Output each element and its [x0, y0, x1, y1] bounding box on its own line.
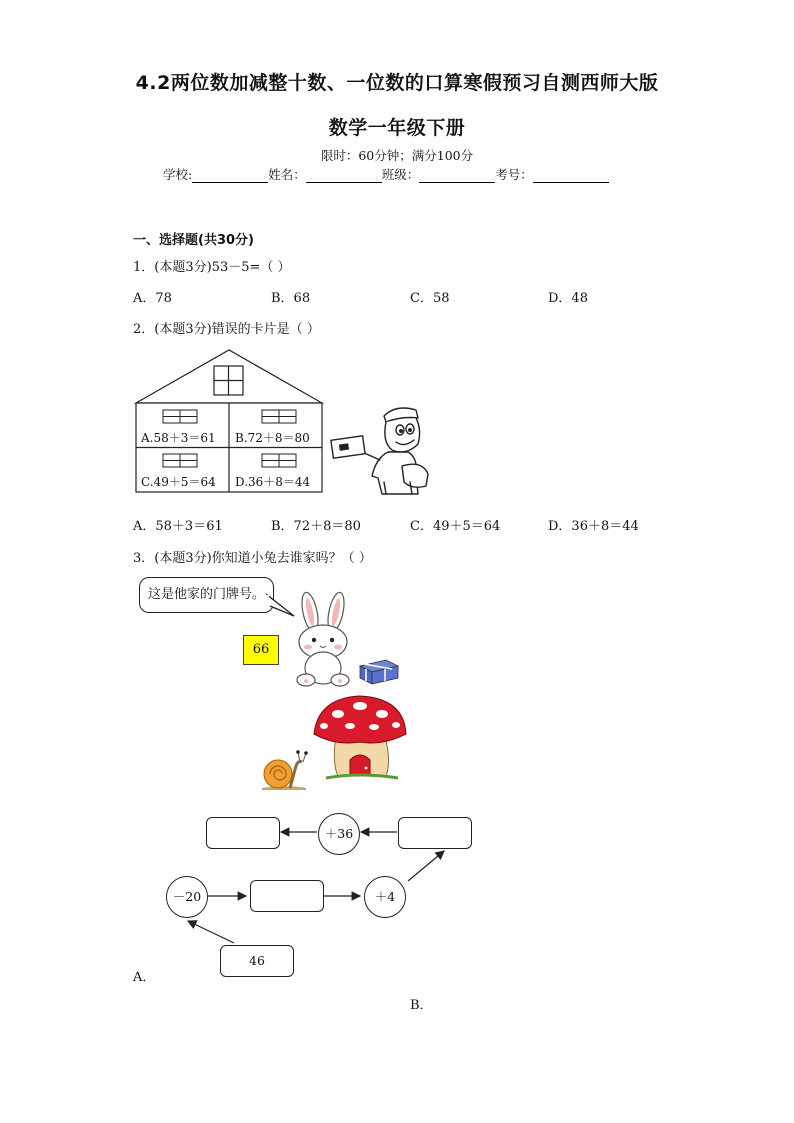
- q1-stem: 1．(本题3分)53－5=（ ）: [133, 260, 291, 275]
- q2-stem: 2．(本题3分)错误的卡片是（ ）: [133, 322, 320, 337]
- q1-option-a[interactable]: A．78: [133, 291, 172, 306]
- class-blank[interactable]: [419, 169, 495, 183]
- speech-bubble: 这是他家的门牌号。: [139, 577, 274, 613]
- card-a: A.58＋3＝61: [141, 431, 216, 445]
- section-heading: 一、选择题(共30分): [133, 233, 254, 248]
- gift-box-icon: [356, 656, 400, 686]
- card-c: C.49＋5＝64: [141, 475, 216, 489]
- flow-op-plus36: ＋36: [318, 813, 360, 855]
- q2-option-a[interactable]: A．58＋3＝61: [133, 519, 223, 534]
- flow-op-plus4: ＋4: [364, 876, 406, 918]
- info-fields: [163, 165, 609, 183]
- school-blank[interactable]: [192, 169, 268, 183]
- q1-option-d[interactable]: D．48: [548, 291, 588, 306]
- page-subtitle: 数学一年级下册: [328, 117, 466, 139]
- rabbit-illustration: [290, 590, 358, 688]
- mushroom-house-illustration: [312, 694, 408, 784]
- class-label: 班级：: [381, 167, 420, 182]
- q2-option-c[interactable]: C．49＋5＝64: [410, 519, 501, 534]
- q1-option-b[interactable]: B．68: [271, 291, 311, 306]
- flow-op-minus20: －20: [166, 876, 208, 918]
- flow-start-box: 46: [220, 945, 294, 977]
- snail-illustration: [260, 748, 312, 792]
- postman-illustration: [326, 402, 432, 496]
- q3-option-a[interactable]: A．: [133, 970, 156, 985]
- name-blank[interactable]: [306, 169, 382, 183]
- exam-no-blank[interactable]: [533, 169, 609, 183]
- q2-option-b[interactable]: B．72＋8＝80: [271, 519, 361, 534]
- exam-no-label: 考号：: [495, 167, 533, 182]
- q2-option-d[interactable]: D．36＋8＝44: [548, 519, 639, 534]
- page-title: 4.2两位数加减整十数、一位数的口算寒假预习自测西师大版: [135, 72, 659, 94]
- door-number-label: 66: [243, 635, 279, 665]
- name-label: 姓名：: [268, 167, 306, 182]
- card-d: D.36＋8＝44: [235, 475, 311, 489]
- time-limit: 限时：60分钟；满分100分: [320, 148, 474, 163]
- q3-option-b[interactable]: B．: [410, 998, 433, 1013]
- card-b: B.72＋8＝80: [235, 431, 310, 445]
- school-label: 学校:: [163, 167, 193, 182]
- flow-arrows: [160, 805, 480, 955]
- q3-stem: 3．(本题3分)你知道小兔去谁家吗？（ ）: [133, 551, 372, 566]
- q1-option-c[interactable]: C．58: [410, 291, 450, 306]
